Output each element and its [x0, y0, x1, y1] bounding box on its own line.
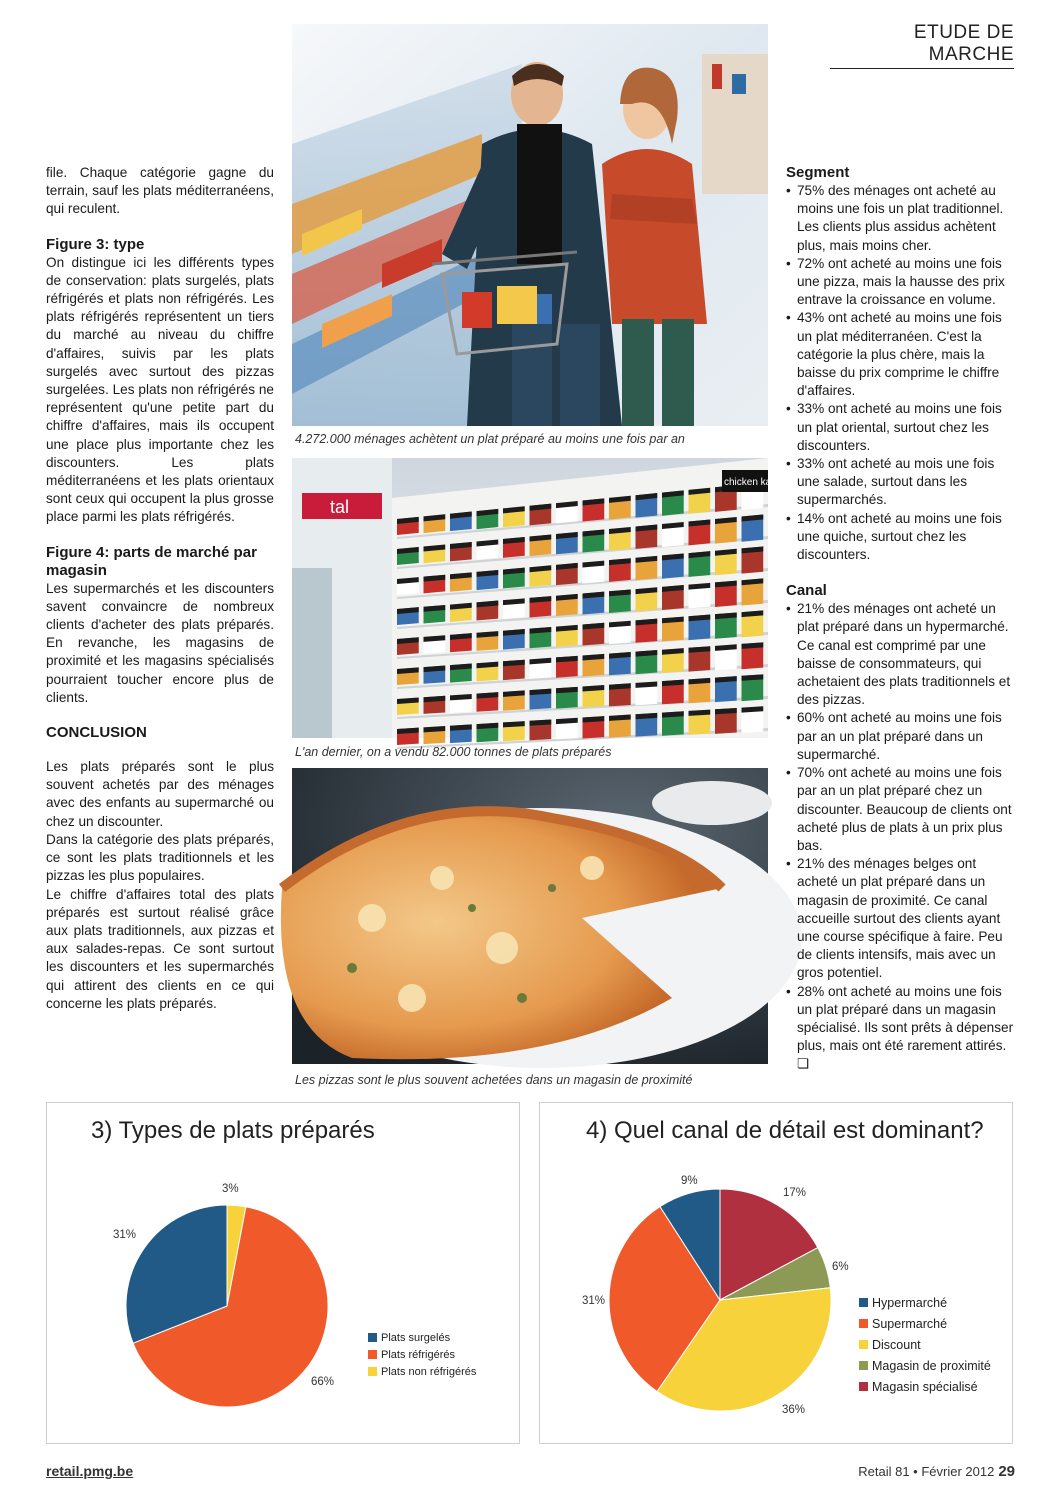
- issue-label: Retail 81 • Février 2012: [858, 1464, 995, 1479]
- list-item: • 21% des ménages belges ont acheté un plat préparé dans un magasin de proximité. Ce canal accueille surtout des clients ayant une course spécifique à faire. Peu de clients intensifs, mais avec un gros potentiel.: [786, 855, 1018, 982]
- photo-caption: 4.272.000 ménages achètent un plat préparé au moins une fois par an: [295, 432, 685, 446]
- list-item: • 75% des ménages ont acheté au moins une fois un plat traditionnel. Les clients plus assidus achètent plus, mais moins cher.: [786, 182, 1018, 255]
- pie-label: 17%: [783, 1187, 807, 1199]
- section-label: ETUDE DE MARCHE: [830, 22, 1014, 69]
- conclusion-paragraph: Le chiffre d'affaires total des plats préparés est surtout réalisé grâce aux plats traditionnels, aux pizzas et aux salades-repas. Ce sont surtout les discounters et les supermarchés qui attirent des clients en ce qui concerne les plats préparés.: [46, 886, 274, 1011]
- canal-list: [786, 600, 1018, 1073]
- pie-label: 31%: [582, 1295, 606, 1307]
- segment-heading: Segment: [786, 164, 850, 181]
- legend-item: Hypermarché: [859, 1292, 991, 1313]
- pie-label: 3%: [222, 1183, 239, 1195]
- legend-item: Plats réfrigérés: [368, 1346, 476, 1363]
- chart-types-plats: [46, 1102, 520, 1444]
- pie-chart: [47, 1103, 521, 1443]
- list-item: • 33% ont acheté au mois une fois une salade, surtout dans les supermarchés.: [786, 455, 1018, 510]
- photo-pizza: [292, 768, 768, 1064]
- figure4-text: Les supermarchés et les discounters savent convaincre de nombreux clients d'acheter des plats préparés. En revanche, les magasins de proximité et les magasins spécialisés pourraient toucher encore plus de clients.: [46, 580, 274, 705]
- pie-label: 6%: [832, 1261, 849, 1273]
- page-number: 29: [998, 1463, 1015, 1480]
- legend-item: Plats surgelés: [368, 1329, 476, 1346]
- figure3-heading: Figure 3: type: [46, 235, 145, 253]
- chart-legend: [368, 1329, 476, 1380]
- chart-title: 3) Types de plats préparés: [91, 1117, 375, 1144]
- segment-list: [786, 182, 1018, 564]
- left-column: [46, 164, 274, 1013]
- conclusion-heading: CONCLUSION: [46, 724, 147, 742]
- legend-item: Plats non réfrigérés: [368, 1363, 476, 1380]
- list-item: • 14% ont acheté au moins une fois une quiche, surtout chez les discounters.: [786, 510, 1018, 565]
- list-item: • 70% ont acheté au moins une fois par an un plat préparé chez un discounter. Beaucoup de clients ont acheté plus de plats à un prix plus bas.: [786, 764, 1018, 855]
- figure4-heading: Figure 4: parts de marché par magasin: [46, 543, 257, 579]
- list-item: • 33% ont acheté au moins une fois un plat oriental, surtout chez les discounters.: [786, 400, 1018, 455]
- legend-item: Supermarché: [859, 1313, 991, 1334]
- right-column: [786, 164, 1018, 1074]
- shelf-product-sign: chicken kar: [724, 477, 775, 488]
- footer-info: [858, 1463, 1015, 1480]
- legend-item: Magasin spécialisé: [859, 1376, 991, 1397]
- list-item: • 43% ont acheté au moins une fois un plat méditerranéen. C'est la catégorie la plus chère, mais la baisse du prix comprime le chiffre d'affaires.: [786, 309, 1018, 400]
- chart-title: 4) Quel canal de détail est dominant?: [586, 1117, 984, 1144]
- legend-item: Discount: [859, 1334, 991, 1355]
- chart-canal-detail: [539, 1102, 1013, 1444]
- pie-label: 66%: [311, 1376, 335, 1388]
- pie-label: 36%: [782, 1404, 806, 1416]
- conclusion-paragraph: Dans la catégorie des plats préparés, ce sont les plats traditionnels et les pizzas les plus populaires.: [46, 831, 274, 884]
- footer-url[interactable]: retail.pmg.be: [46, 1463, 134, 1479]
- photo-caption: Les pizzas sont le plus souvent achetées dans un magasin de proximité: [295, 1073, 693, 1087]
- legend-item: Magasin de proximité: [859, 1355, 991, 1376]
- intro-text: file. Chaque catégorie gagne du terrain, sauf les plats méditerranéens, qui reculent.: [46, 165, 274, 217]
- pie-label: 31%: [113, 1229, 137, 1241]
- list-item: • 28% ont acheté au moins une fois un plat préparé dans un magasin spécialisé. Ils sont prêts à dépenser plus, mais ont été rarement attirés. ❏: [786, 983, 1018, 1074]
- photo-store-shelves: [292, 458, 775, 738]
- photo-caption: L'an dernier, on a vendu 82.000 tonnes de plats préparés: [295, 745, 612, 759]
- pie-label: 9%: [681, 1175, 698, 1187]
- list-item: • 21% des ménages ont acheté un plat préparé dans un hypermarché. Ce canal est comprimé par une baisse de consommateurs, qui achetaient des plats traditionnels et des pizzas.: [786, 600, 1018, 709]
- canal-heading: Canal: [786, 582, 827, 600]
- conclusion-paragraph: Les plats préparés sont le plus souvent achetés par des ménages avec des enfants au supermarché ou chez un discounter.: [46, 759, 274, 829]
- chart-legend: [859, 1292, 991, 1397]
- photo-couple-shopping: [292, 24, 768, 426]
- figure3-text: On distingue ici les différents types de conservation: plats surgelés, plats réfrigérés et plats non réfrigérés. Les plats réfrigérés représentent un tiers du marché au niveau du chiffre d'affaires, suivis par les plats surgelés avec surtout des pizzas surgelées. Les plats non réfrigérés ne représentent qu'une petite part du chiffre d'affaires, mais ils occupent une place plus importante chez les discounters. Les plats méditerranéens et les plats orientaux sont ceux qui occupent la plus grosse place parmi les plats réfrigérés.: [46, 254, 274, 525]
- list-item: • 60% ont acheté au moins une fois par an un plat préparé dans un supermarché.: [786, 709, 1018, 764]
- shelf-brand-sign: tal: [330, 497, 350, 517]
- list-item: • 72% ont acheté au moins une fois une pizza, mais la hausse des prix entrave la croissance en volume.: [786, 255, 1018, 310]
